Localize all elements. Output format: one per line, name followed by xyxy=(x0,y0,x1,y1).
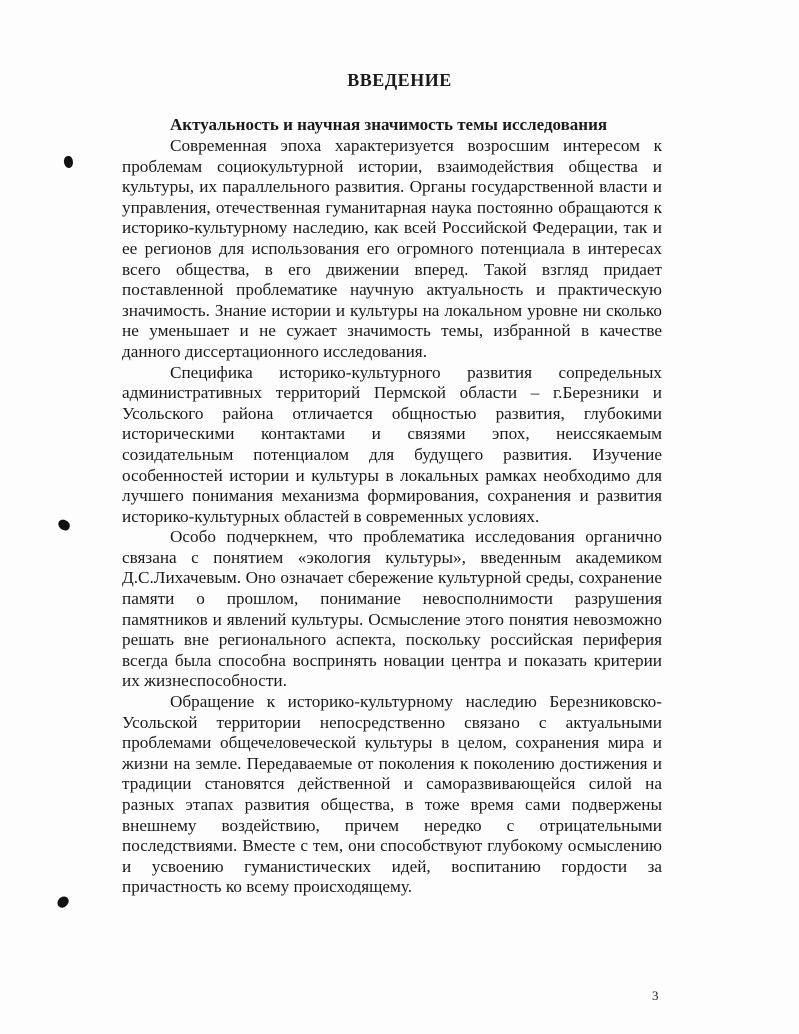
ink-blot-mark xyxy=(63,155,75,169)
paragraph: Специфика историко-культурного развития сопредельных административных территорий Пермской области – г.Березники и Усольского района отличается общностью развития, глубокими историческими контактами и связями эпох, неиссякаемым созидательным потенциалом для будущего развития. Изучение особенностей истории и культуры в локальных рамках необходимо для лучшего понимания механизма формирования, сохранения и развития историко-культурных областей в современных условиях. xyxy=(122,362,662,526)
page-title: ВВЕДЕНИЕ xyxy=(347,70,452,90)
ink-blot-mark xyxy=(55,894,70,910)
paragraph: Обращение к историко-культурному наследию Березниковско-Усольской территории непосредственно связано с актуальными проблемами общечеловеческой культуры в целом, сохранения мира и жизни на земле. Передаваемые от поколения к поколению достижения и традиции становятся действенной и саморазвивающейся силой на разных этапах развития общества, в тоже время сами подвержены внешнему воздействию, причем нередко с отрицательными последствиями. Вместе с тем, они способствуют глубокому осмыслению и усвоению гуманистических идей, воспитанию гордости за причастность ко всему происходящему. xyxy=(122,692,662,897)
paragraph: Современная эпоха характеризуется возросшим интересом к проблемам социокультурной истории, взаимодействия общества и культуры, их параллельного развития. Органы государственной власти и управления, отечественная гуманитарная наука постоянно обращаются к историко-культурному наследию, как всей Российской Федерации, так и ее регионов для использования его огромного потенциала в интересах всего общества, в его движении вперед. Такой взгляд придает поставленной проблематике научную актуальность и практическую значимость. Знание истории и культуры на локальном уровне ни сколько не уменьшает и не сужает значимость темы, избранной в качестве данного диссертационного исследования. xyxy=(122,136,662,361)
paragraph: Особо подчеркнем, что проблематика исследования органично связана с понятием «экология культуры», введенным академиком Д.С.Лихачевым. Оно означает сбережение культурной среды, сохранение памяти о прошлом, понимание невосполнимости разрушения памятников и явлений культуры. Осмысление этого понятия невозможно решать вне регионального аспекта, поскольку российская периферия всегда была способна воспринять новации центра и показать критерии их жизнеспособности. xyxy=(122,527,662,691)
section-subtitle: Актуальность и научная значимость темы исследования xyxy=(170,115,608,134)
page-number: 3 xyxy=(652,988,659,1003)
ink-blot-mark xyxy=(57,518,72,532)
body-text xyxy=(122,136,662,898)
